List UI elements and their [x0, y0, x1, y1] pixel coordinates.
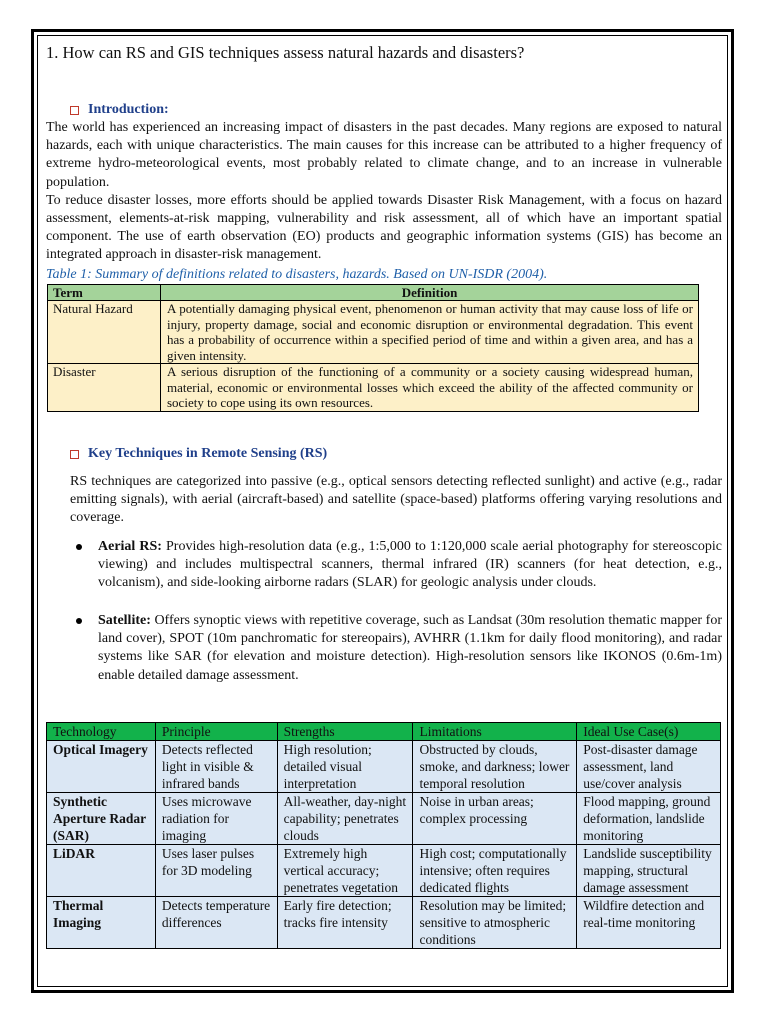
table-row — [48, 364, 699, 412]
table-header-cell: Ideal Use Case(s) — [577, 723, 721, 741]
term-cell: Disaster — [48, 364, 161, 412]
table1-caption: Table 1: Summary of definitions related to disasters, hazards. Based on UN-ISDR (2004). — [46, 266, 548, 282]
table-header-row — [48, 284, 699, 301]
table-row — [47, 897, 721, 949]
table-cell: Obstructed by clouds, smoke, and darkness; lower temporal resolution — [413, 741, 577, 793]
term-cell: Natural Hazard — [48, 301, 161, 364]
table-cell: Detects temperature differences — [155, 897, 277, 949]
table-cell: Detects reflected light in visible & infrared bands — [155, 741, 277, 793]
bullet-icon — [76, 544, 82, 550]
table-cell: High cost; computationally intensive; often requires dedicated flights — [413, 845, 577, 897]
table-row — [47, 845, 721, 897]
table-cell: All-weather, day-night capability; penetrates clouds — [277, 793, 413, 845]
intro-heading-text: Introduction: — [88, 102, 169, 117]
technology-cell: LiDAR — [47, 845, 156, 897]
table-header-cell: Strengths — [277, 723, 413, 741]
table-cell: Extremely high vertical accuracy; penetrates vegetation — [277, 845, 413, 897]
bullet-text: Provides high-resolution data (e.g., 1:5,000 to 1:120,000 scale aerial photography for stereoscopic viewing) and includes multispectral scanners, thermal infrared (IR) scanners (for heat detection, e.g., volcanism), and side-looking airborne radars (SLAR) for geologic analysis under clouds. — [98, 539, 722, 591]
list-item — [76, 538, 722, 593]
rs-heading — [46, 445, 327, 463]
table-cell: Landslide susceptibility mapping, structural damage assessment — [577, 845, 721, 897]
document-body — [46, 42, 722, 412]
table-header-cell: Limitations — [413, 723, 577, 741]
table-cell: Flood mapping, ground deformation, landslide monitoring — [577, 793, 721, 845]
table-cell: Uses microwave radiation for imaging — [155, 793, 277, 845]
page-title: 1. How can RS and GIS techniques assess natural hazards and disasters? — [46, 43, 525, 62]
techniques-table — [46, 722, 721, 949]
table-header-cell: Technology — [47, 723, 156, 741]
table-cell: Noise in urban areas; complex processing — [413, 793, 577, 845]
table-row — [47, 793, 721, 845]
table-cell: Resolution may be limited; sensitive to atmospheric conditions — [413, 897, 577, 949]
rs-heading-text: Key Techniques in Remote Sensing (RS) — [88, 446, 328, 461]
list-item — [76, 612, 722, 685]
bullet-label: Satellite: — [98, 613, 151, 628]
bullet-text: Offers synoptic views with repetitive coverage, such as Landsat (30m resolution thematic mapper for land cover), SPOT (10m panchromatic for stereopairs), AVHRR (1.1km for daily flood monitoring), and radar systems like SAR (for elevation and moisture detection). High-resolution sensors like IKONOS (0.6m-1m) enable detailed damage assessment. — [98, 613, 722, 683]
table-cell: High resolution; detailed visual interpretation — [277, 741, 413, 793]
table-header-cell: Principle — [155, 723, 277, 741]
definition-cell: A serious disruption of the functioning of a community or a society causing widespread human, material, economic or environmental losses which exceed the ability of the affected community or society to cope using its own resources. — [161, 364, 699, 412]
table-cell: Post-disaster damage assessment, land use/cover analysis — [577, 741, 721, 793]
definitions-table — [47, 284, 699, 412]
technology-cell: Optical Imagery — [47, 741, 156, 793]
table-header-row — [47, 723, 721, 741]
checkbox-bullet-icon — [70, 106, 79, 115]
bullet-icon — [76, 618, 82, 624]
table-header-cell: Definition — [161, 284, 699, 301]
table-cell: Wildfire detection and real-time monitoring — [577, 897, 721, 949]
bullet-label: Aerial RS: — [98, 539, 162, 554]
table-header-cell: Term — [48, 284, 161, 301]
table-row — [47, 741, 721, 793]
intro-paragraph-2: To reduce disaster losses, more efforts should be applied towards Disaster Risk Management, with a focus on hazard assessment, elements-at-risk mapping, vulnerability and risk assessment, all of which have an important spatial component. The use of earth observation (EO) products and geographic information systems (GIS) has become an integrated approach in disaster-risk management. — [46, 192, 722, 263]
table-row — [48, 301, 699, 364]
intro-heading — [46, 101, 722, 119]
definition-cell: A potentially damaging physical event, phenomenon or human activity that may cause loss of life or injury, property damage, social and economic disruption or environmental degradation. This event has a probability of occurrence within a specified period of time and within a given area, and has a given intensity. — [161, 301, 699, 364]
table-cell: Early fire detection; tracks fire intensity — [277, 897, 413, 949]
intro-paragraph-1: The world has experienced an increasing impact of disasters in the past decades. Many regions are exposed to natural hazards, each with unique characteristics. The main causes for this increase can be attributed to a higher frequency of extreme hydro-meteorological events, most probably related to climate change, and to an increase in vulnerable population. — [46, 120, 722, 190]
technology-cell: Thermal Imaging — [47, 897, 156, 949]
table-cell: Uses laser pulses for 3D modeling — [155, 845, 277, 897]
rs-intro-paragraph: RS techniques are categorized into passive (e.g., optical sensors detecting reflected sunlight) and active (e.g., radar emitting signals), with aerial (aircraft-based) and satellite (space-based) platforms offering varying resolutions and coverage. — [70, 474, 722, 526]
technology-cell: Synthetic Aperture Radar (SAR) — [47, 793, 156, 845]
checkbox-bullet-icon — [70, 450, 79, 459]
